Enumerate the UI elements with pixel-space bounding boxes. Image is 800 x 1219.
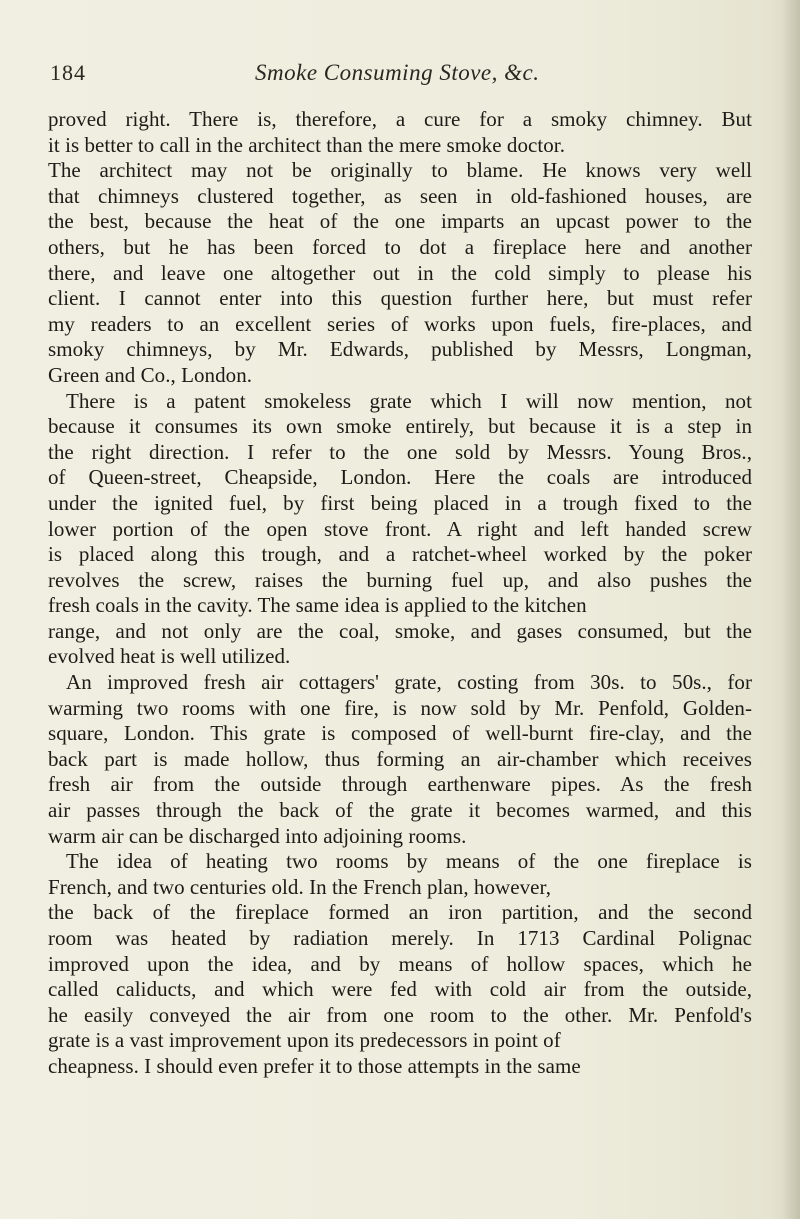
text-line: the best, because the heat of the one imparts an upcast power to the bbox=[48, 209, 752, 234]
text-line: warm air can be discharged into adjoining rooms. bbox=[48, 823, 467, 848]
text-line: the right direction. I refer to the one sold by Messrs. Young Bros., bbox=[48, 439, 752, 464]
running-title: Smoke Consuming Stove, &c. bbox=[255, 60, 540, 85]
text-line: cheapness. I should even prefer it to those attempts in the same bbox=[48, 1053, 581, 1078]
text-line: back part is made hollow, thus forming an air-chamber which receives bbox=[48, 746, 752, 771]
text-line: revolves the screw, raises the burning fuel up, and also pushes the bbox=[48, 567, 752, 592]
text-line: that chimneys clustered together, as seen in old-fashioned houses, are bbox=[48, 183, 752, 208]
text-line: evolved heat is well utilized. bbox=[48, 644, 291, 669]
text-line: proved right. There is, therefore, a cure for a smoky chimney. But bbox=[48, 107, 752, 131]
text-line: under the ignited fuel, by first being placed in a trough fixed to the bbox=[48, 490, 752, 515]
text-line: there, and leave one altogether out in the cold simply to please his bbox=[48, 260, 752, 285]
text-line: is placed along this trough, and a ratchet-wheel worked by the poker bbox=[48, 542, 752, 567]
text-line: because it consumes its own smoke entirely, but because it is a step in bbox=[48, 414, 752, 439]
text-line: he easily conveyed the air from one room to the other. Mr. Penfold's bbox=[48, 1002, 752, 1027]
text-line: improved upon the idea, and by means of hollow spaces, which he bbox=[48, 951, 752, 976]
text-line: An improved fresh air cottagers' grate, costing from 30s. to 50s., for bbox=[66, 670, 752, 695]
text-line: room was heated by radiation merely. In 1713 Cardinal Polignac bbox=[48, 926, 752, 950]
text-line: There is a patent smokeless grate which I will now mention, not bbox=[66, 388, 752, 413]
text-line: French, and two centuries old. In the French plan, however, bbox=[48, 874, 552, 899]
text-line: my readers to an excellent series of works upon fuels, fire-places, and bbox=[48, 311, 752, 336]
text-line: Green and Co., London. bbox=[48, 362, 253, 387]
text-line: fresh coals in the cavity. The same idea is applied to the kitchen bbox=[48, 593, 587, 618]
text-line: called caliducts, and which were fed with cold air from the outside, bbox=[48, 977, 752, 1002]
text-line: others, but he has been forced to dot a fireplace here and another bbox=[48, 234, 752, 259]
text-line: air passes through the back of the grate it becomes warmed, and this bbox=[48, 798, 752, 823]
text-line: the back of the fireplace formed an iron partition, and the second bbox=[48, 900, 752, 925]
text-line: range, and not only are the coal, smoke, and gases consumed, but the bbox=[48, 618, 752, 643]
page-number: 184 bbox=[50, 60, 86, 85]
body-text bbox=[48, 107, 752, 1080]
text-line: grate is a vast improvement upon its predecessors in point of bbox=[48, 1028, 561, 1053]
text-line: it is better to call in the architect than the mere smoke doctor. bbox=[48, 132, 565, 157]
text-line: The idea of heating two rooms by means of the one fireplace is bbox=[66, 849, 752, 874]
text-line: lower portion of the open stove front. A right and left handed screw bbox=[48, 516, 752, 541]
text-line: square, London. This grate is composed of well-burnt fire-clay, and the bbox=[48, 721, 752, 746]
page-edge-shadow bbox=[782, 0, 800, 1219]
text-line: warming two rooms with one fire, is now sold by Mr. Penfold, Golden- bbox=[48, 695, 752, 720]
page-header bbox=[50, 60, 750, 94]
text-line: The architect may not be originally to blame. He knows very well bbox=[48, 158, 752, 183]
text-line: of Queen-street, Cheapside, London. Here the coals are introduced bbox=[48, 465, 752, 490]
text-line: smoky chimneys, by Mr. Edwards, published by Messrs, Longman, bbox=[48, 337, 752, 362]
text-line: client. I cannot enter into this question further here, but must refer bbox=[48, 286, 752, 311]
text-line: fresh air from the outside through earthenware pipes. As the fresh bbox=[48, 772, 752, 797]
